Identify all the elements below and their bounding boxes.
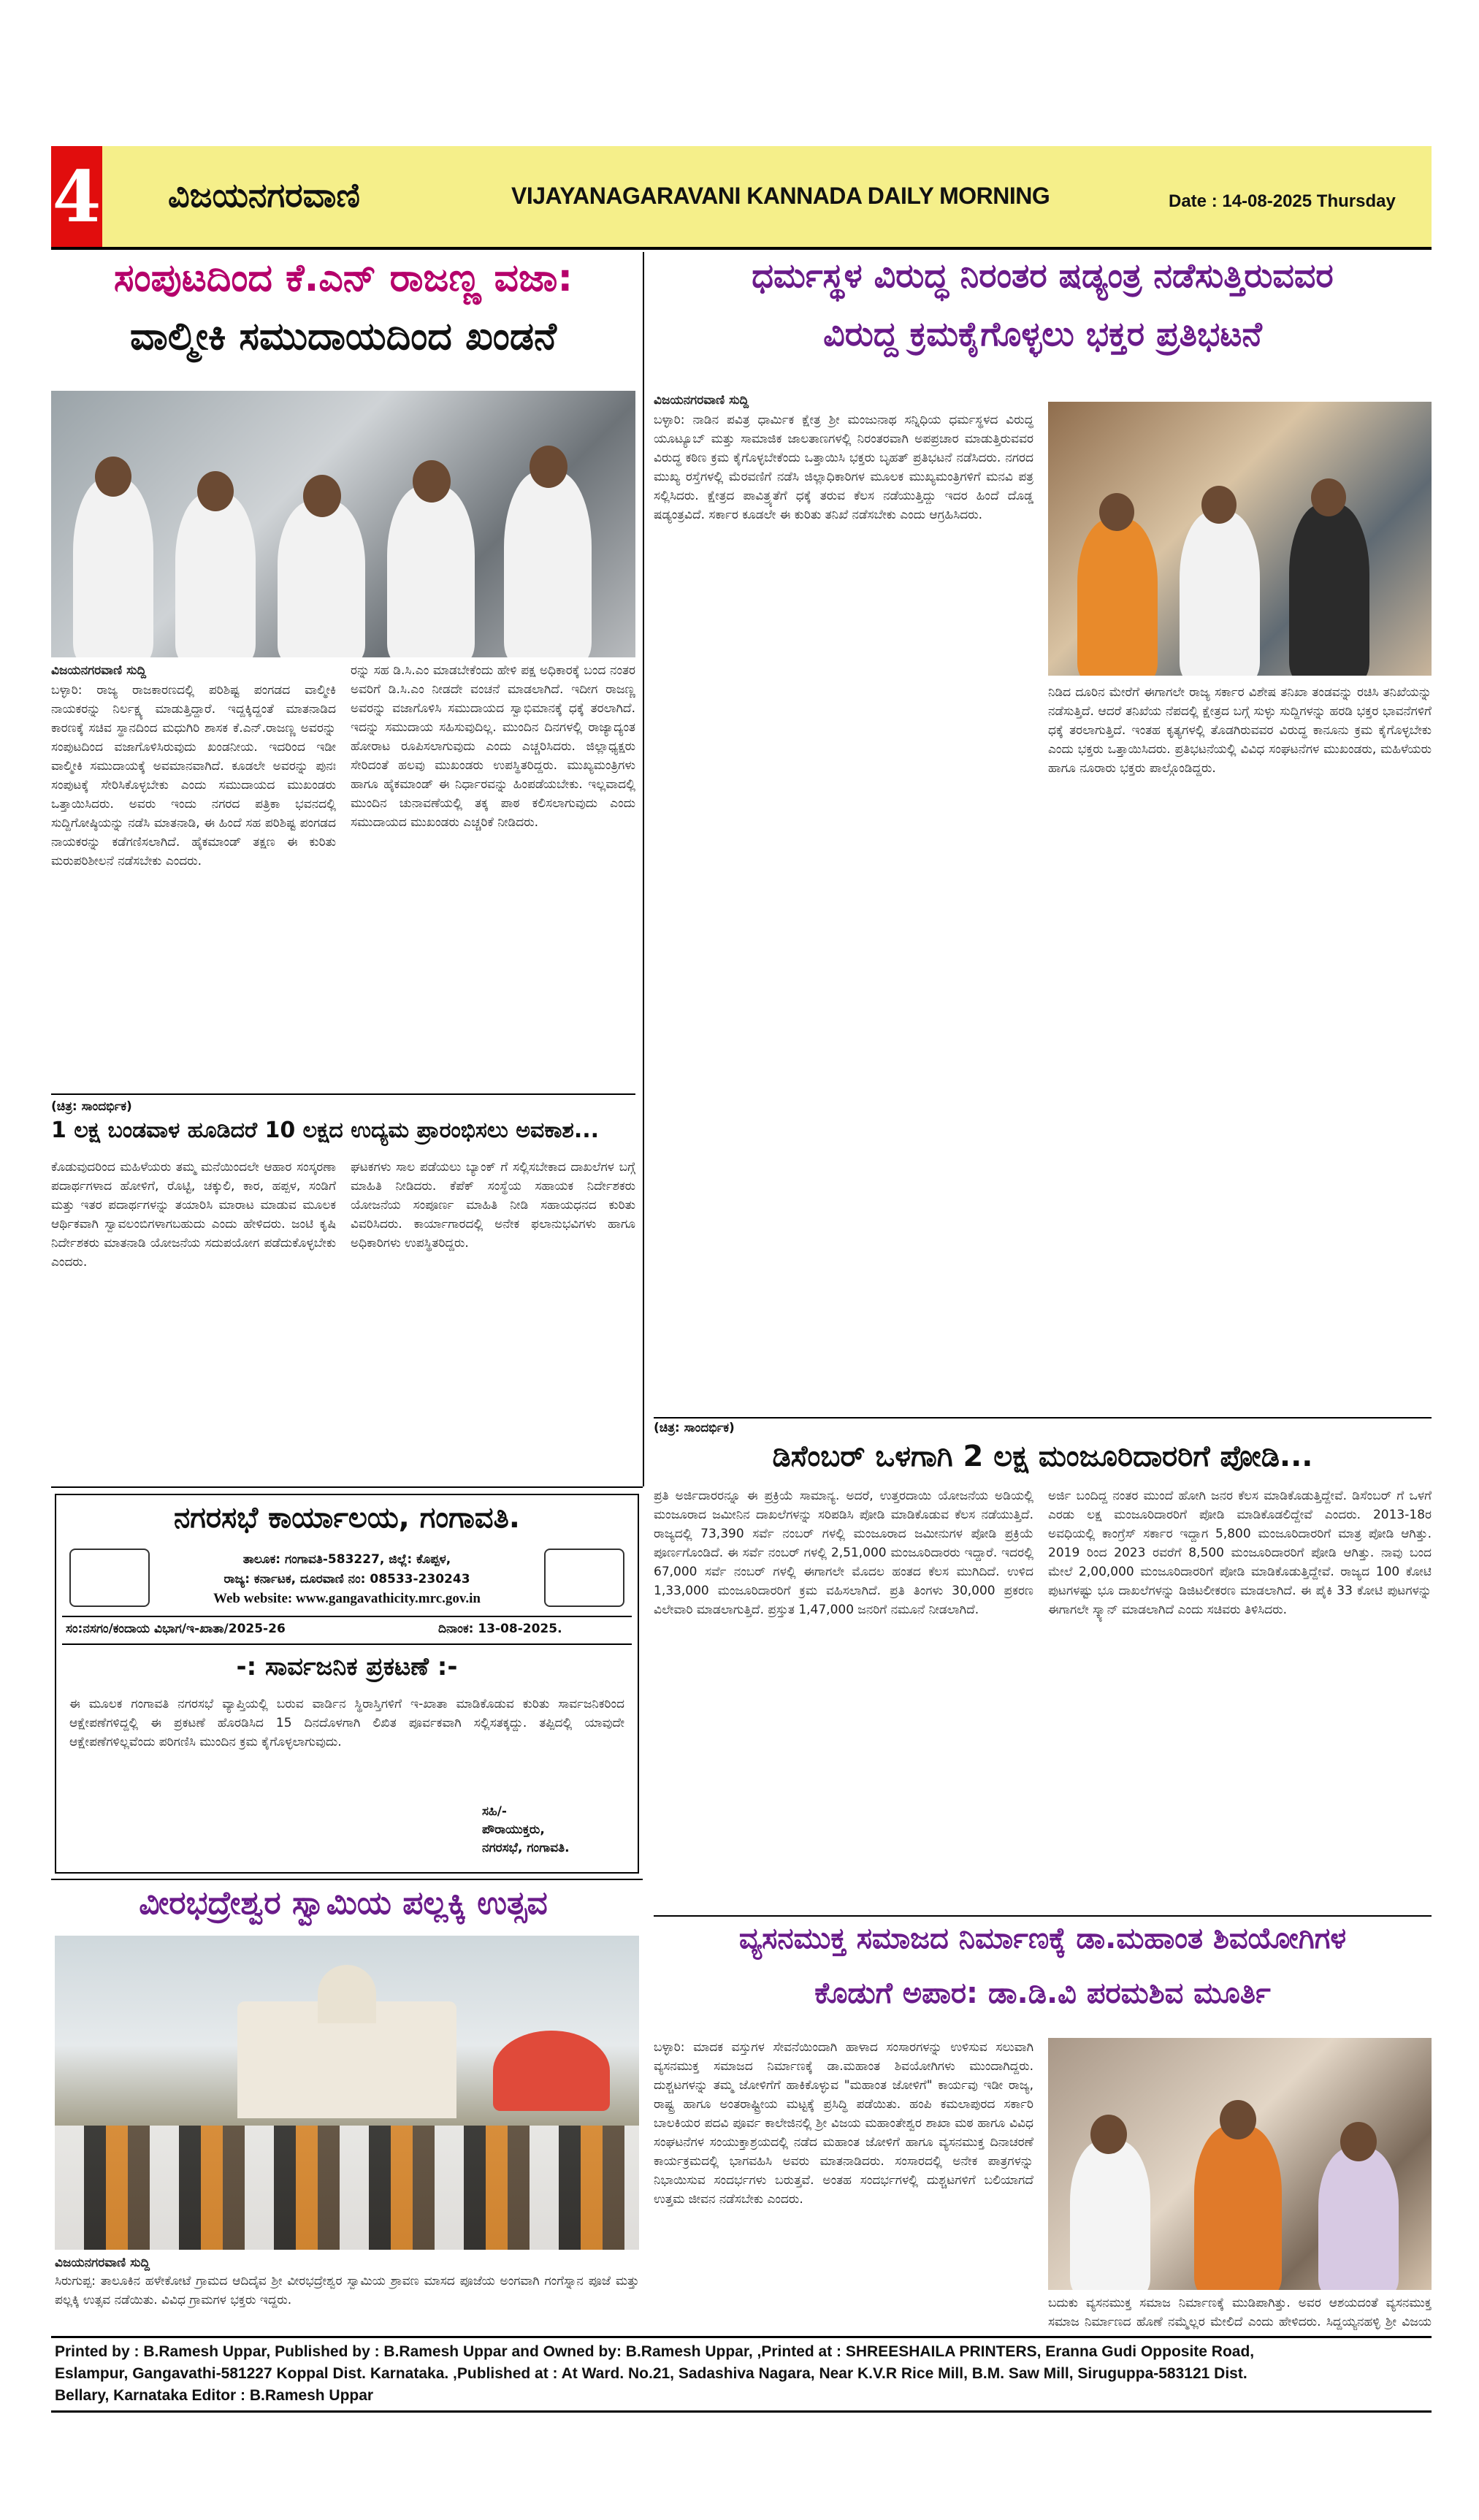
- story2-column2: ನಿಡಿದ ದೂರಿನ ಮೇರೆಗೆ ಈಗಾಗಲೇ ರಾಜ್ಯ ಸರ್ಕಾರ ವಿಶೇಷ ತನಿಖಾ ತಂಡವನ್ನು ರಚಿಸಿ ತನಿಖೆಯನ್ನು ನಡೆಸುತ್ತಿದೆ. ಆದರೆ ತನಿಖೆಯ ನೆಪದಲ್ಲಿ ಕ್ಷೇತ್ರದ ಬಗ್ಗೆ ಸುಳ್ಳು ಸುದ್ದಿಗಳನ್ನು ಹರಡಿ ಭಕ್ತರ ಭಾವನೆಗಳಿಗೆ ಧಕ್ಕೆ ತರಲಾಗುತ್ತಿದೆ. ಇಂತಹ ಕೃತ್ಯಗಳಲ್ಲಿ ತೊಡಗಿರುವವರ ವಿರುದ್ಧ ಕಾನೂನು ಕ್ರಮ ಕೈಗೊಳ್ಳಬೇಕು ಎಂದು ಭಕ್ತರು ಒತ್ತಾಯಿಸಿದರು. ಪ್ರತಿಭಟನೆಯಲ್ಲಿ ವಿವಿಧ ಸಂಘಟನೆಗಳ ಮುಖಂಡರು, ಮಹಿಳೆಯರು ಹಾಗೂ ನೂರಾರು ಭಕ್ತರು ಪಾಲ್ಗೊಂಡಿದ್ದರು.: [1048, 685, 1432, 776]
- story1-column1: ಬಳ್ಳಾರಿ: ರಾಜ್ಯ ರಾಜಕಾರಣದಲ್ಲಿ ಪರಿಶಿಷ್ಟ ಪಂಗಡದ ವಾಲ್ಮೀಕಿ ನಾಯಕರನ್ನು ನಿರ್ಲಕ್ಷ್ಯ ಮಾಡುತ್ತಿದ್ದಾರೆ. ಇದ್ದಕ್ಕಿದ್ದಂತೆ ಮಾತನಾಡಿದ ಕಾರಣಕ್ಕೆ ಸಚಿವ ಸ್ಥಾನದಿಂದ ಮಧುಗಿರಿ ಶಾಸಕ ಕೆ.ಎನ್.ರಾಜಣ್ಣ ಅವರನ್ನು ಸಂಪುಟದಿಂದ ವಜಾಗೊಳಿಸಿರುವುದು ಖಂಡನೀಯ. ಇದರಿಂದ ಇಡೀ ವಾಲ್ಮೀಕಿ ಸಮುದಾಯಕ್ಕೆ ಅವಮಾನವಾಗಿದೆ. ಕೂಡಲೇ ಅವರನ್ನು ಪುನಃ ಸಂಪುಟಕ್ಕೆ ಸೇರಿಸಿಕೊಳ್ಳಬೇಕು ಎಂದು ಸಮುದಾಯದ ಮುಖಂಡರು ಒತ್ತಾಯಿಸಿದರು. ಅವರು ಇಂದು ನಗರದ ಪತ್ರಿಕಾ ಭವನದಲ್ಲಿ ಸುದ್ದಿಗೋಷ್ಠಿಯನ್ನು ನಡೆಸಿ ಮಾತನಾಡಿ, ಈ ಹಿಂದೆ ಸಹ ಪರಿಶಿಷ್ಟ ಪಂಗಡದ ನಾಯಕರನ್ನು ಕಡೆಗಣಿಸಲಾಗಿದೆ. ಹೈಕಮಾಂಡ್ ತಕ್ಷಣ ಈ ಕುರಿತು ಮರುಪರಿಶೀಲನೆ ನಡೆಸಬೇಕು ಎಂದರು.: [51, 683, 336, 868]
- story-divider: [51, 1486, 643, 1488]
- story3-column2: ಘಟಕಗಳು ಸಾಲ ಪಡೆಯಲು ಬ್ಯಾಂಕ್ ಗೆ ಸಲ್ಲಿಸಬೇಕಾದ ದಾಖಲೆಗಳ ಬಗ್ಗೆ ಮಾಹಿತಿ ನೀಡಿದರು. ಕೆಪೆಕ್ ಸಂಸ್ಥೆಯ ಸಹಾಯಕ ನಿರ್ದೇಶಕರು ಯೋಜನೆಯ ಸಂಪೂರ್ಣ ಮಾಹಿತಿ ನೀಡಿ ಸಹಾಯಧನದ ಕುರಿತು ವಿವರಿಸಿದರು. ಕಾರ್ಯಾಗಾರದಲ್ಲಿ ಅನೇಕ ಫಲಾನುಭವಿಗಳು ಹಾಗೂ ಅಧಿಕಾರಿಗಳು ಉಪಸ್ಥಿತರಿದ್ದರು.: [351, 1160, 635, 1251]
- story2-headline-line1: ಧರ್ಮಸ್ಥಳ ವಿರುದ್ಧ ನಿರಂತರ ಷಡ್ಯಂತ್ರ ನಡೆಸುತ್ತಿರುವವರ: [752, 256, 1334, 295]
- story3-headline: 1 ಲಕ್ಷ ಬಂಡವಾಳ ಹೂಡಿದರೆ 10 ಲಕ್ಷದ ಉದ್ಯಮ ಪ್ರಾರಂಭಿಸಲು ಅವಕಾಶ...: [51, 1118, 600, 1143]
- story-divider: [51, 1879, 643, 1880]
- footer-rule: [51, 2336, 1432, 2338]
- story1-photo: [51, 391, 635, 657]
- column-divider: [643, 252, 644, 1486]
- footer-line2: Eslampur, Gangavathi-581227 Koppal Dist. Karnataka. ,Published at : At Ward. No.21, Sadashiva Nagara, Near K.V.R Rice Mill, B.M. Saw Mill, Siruguppa-583121 Dist.: [55, 2365, 1247, 2382]
- notice-body: ಈ ಮೂಲಕ ಗಂಗಾವತಿ ನಗರಸಭೆ ವ್ಯಾಪ್ತಿಯಲ್ಲಿ ಬರುವ ವಾರ್ಡಿನ ಸ್ಥಿರಾಸ್ತಿಗಳಿಗೆ ಇ-ಖಾತಾ ಮಾಡಿಕೊಡುವ ಕುರಿತು ಸಾರ್ವಜನಿಕರಿಂದ ಆಕ್ಷೇಪಣೆಗಳಿದ್ದಲ್ಲಿ ಈ ಪ್ರಕಟಣೆ ಹೊರಡಿಸಿದ 15 ದಿನದೊಳಗಾಗಿ ಲಿಖಿತ ಪೂರ್ವಕವಾಗಿ ಸಲ್ಲಿಸತಕ್ಕದ್ದು. ತಪ್ಪಿದಲ್ಲಿ ಯಾವುದೇ ಆಕ್ಷೇಪಣೆಗಳಿಲ್ಲವೆಂದು ಪರಿಗಣಿಸಿ ಮುಂದಿನ ಕ್ರಮ ಕೈಗೊಳ್ಳಲಾಗುವುದು.: [69, 1697, 624, 1749]
- story2-headline-line2: ವಿರುದ್ದ ಕ್ರಮಕೈಗೊಳ್ಳಲು ಭಕ್ತರ ಪ್ರತಿಭಟನೆ: [823, 314, 1262, 354]
- footer-rule-bottom: [51, 2410, 1432, 2413]
- notice-sign-line3: ನಗರಸಭೆ, ಗಂಗಾವತಿ.: [482, 1841, 570, 1855]
- notice-address-line1: ತಾಲೂಕ: ಗಂಗಾವತಿ-583227, ಜಿಲ್ಲೆ: ಕೊಪ್ಪಳ,: [242, 1552, 451, 1567]
- story1-headline-line1: ಸಂಪುಟದಿಂದ ಕೆ.ಎನ್ ರಾಜಣ್ಣ ವಜಾ:: [113, 256, 573, 300]
- notice-address-line2: ರಾಜ್ಯ: ಕರ್ನಾಟಕ, ದೂರವಾಣಿ ನಂ: 08533-230243: [223, 1572, 470, 1587]
- notice-office-name: ನಗರಸಭೆ ಕಾರ್ಯಾಲಯ, ಗಂಗಾವತಿ.: [173, 1501, 520, 1535]
- story2-dateline: ವಿಜಯನಗರವಾಣಿ ಸುದ್ದಿ: [654, 393, 749, 408]
- notice-date: ದಿನಾಂಕ: 13-08-2025.: [438, 1622, 562, 1636]
- notice-sign-line2: ಪೌರಾಯುಕ್ತರು,: [482, 1822, 545, 1837]
- masthead-title-english: VIJAYANAGARAVANI KANNADA DAILY MORNING: [511, 183, 1050, 209]
- story4-headline: ವೀರಭದ್ರೇಶ್ವರ ಸ್ವಾಮಿಯ ಪಲ್ಲಕ್ಕಿ ಉತ್ಸವ: [139, 1885, 548, 1922]
- story-divider: [654, 1915, 1432, 1917]
- footer-line1: Printed by : B.Ramesh Uppar, Published by : B.Ramesh Uppar and Owned by: B.Ramesh Uppar, ,Printed at : SHREESHAILA PRINTERS, Eranna Gudi Opposite Road,: [55, 2343, 1255, 2360]
- story6-column1: ಬಳ್ಳಾರಿ: ಮಾದಕ ವಸ್ತುಗಳ ಸೇವನೆಯಿಂದಾಗಿ ಹಾಳಾದ ಸಂಸಾರಗಳನ್ನು ಉಳಿಸುವ ಸಲುವಾಗಿ ವ್ಯಸನಮುಕ್ತ ಸಮಾಜದ ನಿರ್ಮಾಣಕ್ಕೆ ಡಾ.ಮಹಾಂತ ಶಿವಯೋಗಿಗಳು ಮುಂದಾಗಿದ್ದರು. ದುಶ್ಚಟಗಳನ್ನು ತಮ್ಮ ಜೋಳಿಗೆಗೆ ಹಾಕಿಕೊಳ್ಳುವ "ಮಹಾಂತ ಜೋಳಿಗೆ" ಕಾರ್ಯವು ಇಡೀ ರಾಜ್ಯ, ರಾಷ್ಟ್ರ ಹಾಗೂ ಅಂತರಾಷ್ಟ್ರೀಯ ಮಟ್ಟಕ್ಕೆ ಪ್ರಸಿದ್ಧಿ ಪಡೆಯಿತು. ಹಂಪಿ ಕಮಲಾಪುರದ ಸರ್ಕಾರಿ ಬಾಲಕಿಯರ ಪದವಿ ಪೂರ್ವ ಕಾಲೇಜಿನಲ್ಲಿ ಶ್ರೀ ವಿಜಯ ಮಹಾಂತೇಶ್ವರ ಶಾಖಾ ಮಠ ಹಾಗೂ ವಿವಿಧ ಸಂಘಟನೆಗಳ ಸಂಯುಕ್ತಾಶ್ರಯದಲ್ಲಿ ನಡೆದ ಮಹಾಂತ ಜೋಳಿಗೆ ಹಾಗೂ ವ್ಯಸನಮುಕ್ತ ದಿನಾಚರಣೆ ಕಾರ್ಯಕ್ರಮದಲ್ಲಿ ಭಾಗವಹಿಸಿ ಅವರು ಮಾತನಾಡಿದರು. ಸಂಸಾರದಲ್ಲಿ ಅನೇಕ ಪಾತ್ರಗಳನ್ನು ನಿಭಾಯಿಸುವ ಸಂದರ್ಭಗಳು ಬರುತ್ತವೆ. ಅಂತಹ ಸಂದರ್ಭಗಳಲ್ಲಿ ದುಶ್ಚಟಗಳಿಗೆ ಬಲಿಯಾಗದೆ ಉತ್ತಮ ಜೀವನ ನಡೆಸಬೇಕು ಎಂದರು.: [654, 2040, 1033, 2207]
- notice-rule: [62, 1616, 632, 1617]
- story1-headline-line2: ವಾಲ್ಮೀಕಿ ಸಮುದಾಯದಿಂದ ಖಂಡನೆ: [130, 315, 557, 359]
- story6-headline-line2: ಕೊಡುಗೆ ಅಪಾರ: ಡಾ.ಡಿ.ವಿ ಪರಮಶಿವ ಮೂರ್ತಿ: [814, 1977, 1271, 2010]
- story-divider: [654, 1417, 1432, 1419]
- notice-logo-left: [69, 1549, 150, 1607]
- footer-line3: Bellary, Karnataka Editor : B.Ramesh Uppar: [55, 2387, 374, 2404]
- notice-rule: [62, 1643, 632, 1645]
- story5-headline: ಡಿಸೆಂಬರ್ ಒಳಗಾಗಿ 2 ಲಕ್ಷ ಮಂಜೂರಿದಾರರಿಗೆ ಪೋಡಿ...: [772, 1440, 1313, 1473]
- story4-dateline: ವಿಜಯನಗರವಾಣಿ ಸುದ್ದಿ: [55, 2256, 150, 2270]
- story6-headline-line1: ವ್ಯಸನಮುಕ್ತ ಸಮಾಜದ ನಿರ್ಮಾಣಕ್ಕೆ ಡಾ.ಮಹಾಂತ ಶಿವಯೋಗಿಗಳ: [738, 1922, 1347, 1955]
- masthead-date: Date : 14-08-2025 Thursday: [1169, 191, 1396, 211]
- story-divider: [51, 1093, 635, 1095]
- story1-column2: ರನ್ನು ಸಹ ಡಿ.ಸಿ.ಎಂ ಮಾಡಬೇಕೆಂದು ಹೇಳಿ ಪಕ್ಷ ಅಧಿಕಾರಕ್ಕೆ ಬಂದ ನಂತರ ಅವರಿಗೆ ಡಿ.ಸಿ.ಎಂ ನೀಡದೇ ವಂಚನೆ ಮಾಡಲಾಗಿದೆ. ಇದೀಗ ರಾಜಣ್ಣ ಅವರನ್ನು ವಜಾಗೊಳಿಸಿ ಸಮುದಾಯದ ಸ್ವಾಭಿಮಾನಕ್ಕೆ ಧಕ್ಕೆ ತರಲಾಗಿದೆ. ಇದನ್ನು ಸಮುದಾಯ ಸಹಿಸುವುದಿಲ್ಲ. ಮುಂದಿನ ದಿನಗಳಲ್ಲಿ ರಾಜ್ಯಾದ್ಯಂತ ಹೋರಾಟ ರೂಪಿಸಲಾಗುವುದು ಎಂದು ಎಚ್ಚರಿಸಿದರು. ಜಿಲ್ಲಾಧ್ಯಕ್ಷರು ಸೇರಿದಂತೆ ಹಲವು ಮುಖಂಡರು ಉಪಸ್ಥಿತರಿದ್ದರು. ಮುಖ್ಯಮಂತ್ರಿಗಳು ಹಾಗೂ ಹೈಕಮಾಂಡ್ ಈ ನಿರ್ಧಾರವನ್ನು ಹಿಂಪಡೆಯಬೇಕು. ಇಲ್ಲವಾದಲ್ಲಿ ಮುಂದಿನ ಚುನಾವಣೆಯಲ್ಲಿ ತಕ್ಕ ಪಾಠ ಕಲಿಸಲಾಗುವುದು ಎಂದು ಸಮುದಾಯದ ಮುಖಂಡರು ಎಚ್ಚರಿಕೆ ನೀಡಿದರು.: [351, 663, 635, 830]
- story6-photo: [1048, 2038, 1432, 2290]
- masthead-rule: [51, 247, 1432, 250]
- story3-column1: ಕೊಡುವುದರಿಂದ ಮಹಿಳೆಯರು ತಮ್ಮ ಮನೆಯಿಂದಲೇ ಆಹಾರ ಸಂಸ್ಕರಣಾ ಪದಾರ್ಥಗಳಾದ ಹೋಳಿಗೆ, ರೊಟ್ಟಿ, ಚಕ್ಕುಲಿ, ಕಾರ, ಹಪ್ಪಳ, ಸಂಡಿಗೆ ಮತ್ತು ಇತರ ಪದಾರ್ಥಗಳನ್ನು ತಯಾರಿಸಿ ಮಾರಾಟ ಮಾಡುವ ಮೂಲಕ ಆರ್ಥಿಕವಾಗಿ ಸ್ವಾವಲಂಬಿಗಳಾಗಬಹುದು ಎಂದು ಹೇಳಿದರು. ಜಂಟಿ ಕೃಷಿ ನಿರ್ದೇಶಕರು ಮಾತನಾಡಿ ಯೋಜನೆಯ ಸದುಪಯೋಗ ಪಡೆದುಕೊಳ್ಳಬೇಕು ಎಂದರು.: [51, 1160, 336, 1269]
- story2-column1: ಬಳ್ಳಾರಿ: ನಾಡಿನ ಪವಿತ್ರ ಧಾರ್ಮಿಕ ಕ್ಷೇತ್ರ ಶ್ರೀ ಮಂಜುನಾಥ ಸನ್ನಿಧಿಯ ಧರ್ಮಸ್ಥಳದ ವಿರುದ್ಧ ಯೂಟ್ಯೂಬ್ ಮತ್ತು ಸಾಮಾಜಿಕ ಜಾಲತಾಣಗಳಲ್ಲಿ ನಿರಂತರವಾಗಿ ಅಪಪ್ರಚಾರ ಮಾಡುತ್ತಿರುವವರ ವಿರುದ್ಧ ಕಠಿಣ ಕ್ರಮ ಕೈಗೊಳ್ಳಬೇಕೆಂದು ಒತ್ತಾಯಿಸಿ ಭಕ್ತರು ಬೃಹತ್ ಪ್ರತಿಭಟನೆ ನಡೆಸಿದರು. ನಗರದ ಮುಖ್ಯ ರಸ್ತೆಗಳಲ್ಲಿ ಮೆರವಣಿಗೆ ನಡೆಸಿ ಜಿಲ್ಲಾಧಿಕಾರಿಗಳ ಮೂಲಕ ಮುಖ್ಯಮಂತ್ರಿಗಳಿಗೆ ಮನವಿ ಪತ್ರ ಸಲ್ಲಿಸಿದರು. ಕ್ಷೇತ್ರದ ಪಾವಿತ್ರ್ಯತೆಗೆ ಧಕ್ಕೆ ತರುವ ಕೆಲಸ ನಡೆಯುತ್ತಿದ್ದು ಇದರ ಹಿಂದೆ ದೊಡ್ಡ ಷಡ್ಯಂತ್ರವಿದೆ. ಸರ್ಕಾರ ಕೂಡಲೇ ಈ ಕುರಿತು ತನಿಖೆ ನಡೆಸಬೇಕು ಎಂದು ಆಗ್ರಹಿಸಿದರು.: [654, 413, 1033, 522]
- story3-tag: (ಚಿತ್ರ: ಸಾಂದರ್ಭಿಕ): [51, 1099, 132, 1114]
- story6-column2: ಬದುಕು ವ್ಯಸನಮುಕ್ತ ಸಮಾಜ ನಿರ್ಮಾಣಕ್ಕೆ ಮುಡಿಪಾಗಿತ್ತು. ಅವರ ಆಶಯದಂತೆ ವ್ಯಸನಮುಕ್ತ ಸಮಾಜ ನಿರ್ಮಾಣದ ಹೊಣೆ ನಮ್ಮೆಲ್ಲರ ಮೇಲಿದೆ ಎಂದು ಹೇಳಿದರು. ಸಿದ್ದಯ್ಯನಹಳ್ಳಿ ಶ್ರೀ ವಿಜಯ: [1048, 2296, 1432, 2329]
- story4-photo: [55, 1936, 639, 2250]
- notice-logo-right: [544, 1549, 624, 1607]
- story1-dateline: ವಿಜಯನಗರವಾಣಿ ಸುದ್ದಿ: [51, 663, 147, 678]
- story2-photo: [1048, 402, 1432, 676]
- story5-tag: (ಚಿತ್ರ: ಸಾಂದರ್ಭಿಕ): [654, 1421, 735, 1435]
- notice-reference: ಸಂ:ನಸಗಂ/ಕಂದಾಯ ವಿಭಾಗ/ಇ-ಖಾತಾ/2025-26: [66, 1622, 286, 1636]
- notice-website: Web website: www.gangavathicity.mrc.gov.in: [213, 1591, 481, 1606]
- story5-column2: ಅರ್ಜಿ ಬಂದಿದ್ದ ನಂತರ ಮುಂದೆ ಹೋಗಿ ಜನರ ಕೆಲಸ ಮಾಡಿಕೊಡುತ್ತಿದ್ದೇವೆ. ಡಿಸೆಂಬರ್ ಗೆ ಒಳಗೆ ಎರಡು ಲಕ್ಷ ಮಂಜೂರಿದಾರರಿಗೆ ಪೋಡಿ ಮಾಡಿಕೊಡಲಿದ್ದೇವೆ ಎಂದರು. 2013-18ರ ಅವಧಿಯಲ್ಲಿ ಕಾಂಗ್ರೆಸ್ ಸರ್ಕಾರ ಇದ್ದಾಗ 5,800 ಮಂಜೂರಿದಾರರಿಗೆ ಮಾತ್ರ ಪೋಡಿ ಆಗಿತ್ತು. 2019 ರಿಂದ 2023 ರವರೆಗೆ 8,500 ಮಂಜೂರಿದಾರರಿಗೆ ಪೋಡಿ ಆಗಿತ್ತು. ನಾವು ಬಂದ ಮೇಲೆ 2,00,000 ಮಂಜೂರಿದಾರರಿಗೆ ಪೋಡಿ ಮಾಡಿಕೊಡುತ್ತಿದ್ದೇವೆ. ರಾಜ್ಯದ 100 ಕೋಟಿ ಪುಟಗಳಷ್ಟು ಭೂ ದಾಖಲೆಗಳನ್ನು ಡಿಜಿಟಲೀಕರಣ ಮಾಡಲಾಗಿದೆ. ಈ ಪೈಕಿ 33 ಕೋಟಿ ಪುಟಗಳನ್ನು ಈಗಾಗಲೇ ಸ್ಕ್ಯಾನ್ ಮಾಡಲಾಗಿದೆ ಎಂದು ಸಚಿವರು ತಿಳಿಸಿದರು.: [1048, 1489, 1432, 1617]
- notice-sign-line1: ಸಹಿ/-: [482, 1804, 507, 1819]
- page-number: 4: [51, 146, 102, 248]
- notice-title: -: ಸಾರ್ವಜನಿಕ ಪ್ರಕಟಣೆ :-: [236, 1652, 458, 1681]
- story4-caption: ಸಿರುಗುಪ್ಪ: ತಾಲೂಕಿನ ಹಳೇಕೋಟೆ ಗ್ರಾಮದ ಆದಿದೈವ ಶ್ರೀ ವೀರಭದ್ರೇಶ್ವರ ಸ್ವಾಮಿಯ ಶ್ರಾವಣ ಮಾಸದ ಪೂಜೆಯ ಅಂಗವಾಗಿ ಗಂಗೆಸ್ನಾನ ಪೂಜೆ ಮತ್ತು ಪಲ್ಲಕ್ಕಿ ಉತ್ಸವ ನಡೆಯಿತು. ವಿವಿಧ ಗ್ರಾಮಗಳ ಭಕ್ತರು ಇದ್ದರು.: [55, 2274, 639, 2307]
- masthead-title-kannada: ವಿಜಯನಗರವಾಣಿ: [168, 175, 360, 215]
- story5-column1: ಪ್ರತಿ ಅರ್ಜಿದಾರರನ್ನೂ ಈ ಪ್ರಕ್ರಿಯೆ ಸಾಮಾನ್ಯ. ಅದರೆ, ಉತ್ತರದಾಯಿ ಯೋಜನೆಯ ಅಡಿಯಲ್ಲಿ ಮಂಜೂರಾದ ಜಮೀನಿನ ದಾಖಲೆಗಳನ್ನು ಸರಿಪಡಿಸಿ ಪೋಡಿ ಮಾಡಿಕೊಡುವ ಕೆಲಸ ನಡೆಯುತ್ತಿದೆ. ರಾಜ್ಯದಲ್ಲಿ 73,390 ಸರ್ವೆ ನಂಬರ್ ಗಳಲ್ಲಿ ಮಂಜೂರಾದ ಜಮೀನುಗಳ ಪೋಡಿ ಪ್ರಕ್ರಿಯೆ ಪೂರ್ಣಗೊಂಡಿದೆ. ಈ ಸರ್ವೆ ನಂಬರ್ ಗಳಲ್ಲಿ 2,51,000 ಮಂಜೂರಿದಾರರು ಇದ್ದಾರೆ. ಇದರಲ್ಲಿ 67,000 ಸರ್ವೆ ನಂಬರ್ ಗಳಲ್ಲಿ ಈಗಾಗಲೇ ಮೊದಲ ಹಂತದ ಕೆಲಸ ಮುಗಿದಿದೆ. ಉಳಿದ 1,33,000 ಮಂಜೂರಿದಾರರಿಗೆ ಕ್ರಮ ವಹಿಸಲಾಗಿದೆ. ಪ್ರತಿ ತಿಂಗಳು 30,000 ಪ್ರಕರಣ ವಿಲೇವಾರಿ ಮಾಡಲಾಗುತ್ತಿದೆ. ಪ್ರಸ್ತುತ 1,47,000 ಜನರಿಗೆ ನಮೂನೆ ನೀಡಲಾಗಿದೆ.: [654, 1489, 1033, 1617]
